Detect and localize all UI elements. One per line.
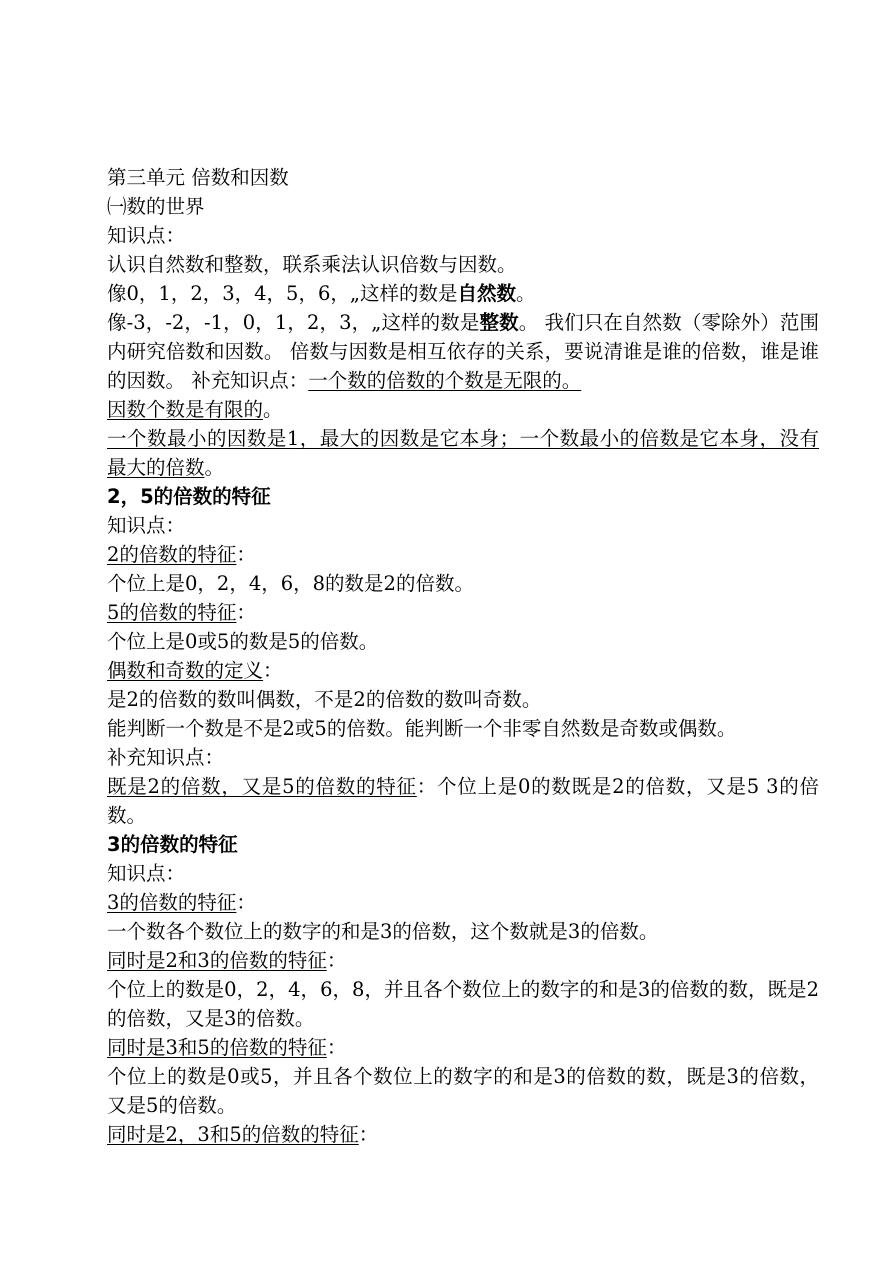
- heading-even-odd: [107, 656, 819, 685]
- unit-title: 第三单元 倍数和因数: [107, 166, 289, 189]
- integers-term: 整数: [479, 311, 519, 334]
- heading-multiple-of-2-and-5: 既是2的倍数，又是5的倍数的特征: [107, 775, 417, 798]
- paragraph-judge: 能判断一个数是不是2或5的倍数。能判断一个非零自然数是奇数或偶数。: [107, 717, 737, 740]
- heading-colon: ：: [326, 1036, 347, 1059]
- paragraph-intro: 认识自然数和整数，联系乘法认识倍数与因数。: [107, 253, 517, 276]
- rule-multiple-of-3-and-5: 个位上的数是0或5，并且各个数位上的数字的和是3的倍数的数，既是3的倍数，又是5的倍数。: [107, 1065, 819, 1117]
- paragraph-min-max: [107, 424, 819, 482]
- multiples-infinite-note: 一个数的倍数的个数是无限的。: [308, 369, 582, 392]
- natural-numbers-term: 自然数: [457, 282, 516, 305]
- heading-multiple-of-2: [107, 540, 819, 569]
- heading-colon: ：: [326, 949, 347, 972]
- natural-numbers-end: 。: [515, 282, 536, 305]
- heading-multiple-of-3-and-5: [107, 1033, 819, 1062]
- heading-multiple-of-3-text: 3的倍数的特征: [107, 891, 237, 914]
- heading-multiple-of-3: [107, 888, 819, 917]
- heading-multiple-of-2-and-3: [107, 946, 819, 975]
- document-body: [107, 163, 819, 1149]
- section-title-number-world: ㈠数的世界: [107, 195, 205, 218]
- paragraph-natural-numbers: [107, 279, 819, 308]
- rule-multiple-of-2-and-3: 个位上的数是0，2，4，6，8，并且各个数位上的数字的和是3的倍数的数，既是2的倍数，又是3的倍数。: [107, 978, 819, 1030]
- factors-finite-note: 因数个数是有限的: [107, 398, 264, 421]
- factors-finite-end: 。: [263, 398, 283, 421]
- supplement-label: 补充知识点：: [107, 746, 225, 769]
- heading-multiple-of-3-and-5-text: 同时是3和5的倍数的特征: [107, 1036, 327, 1059]
- knowledge-label: 知识点：: [107, 514, 186, 537]
- heading-colon: ：: [236, 891, 256, 914]
- heading-colon: ：: [236, 601, 256, 624]
- min-max-note: 一个数最小的因数是1，最大的因数是它本身；一个数最小的倍数是它本身，没有最大的倍数: [107, 427, 819, 479]
- min-max-end: 。: [204, 456, 225, 479]
- paragraph-integers: [107, 308, 819, 424]
- section-title-multiples-2-5: 2，5的倍数的特征: [107, 485, 271, 508]
- rule-even-odd: 是2的倍数的数叫偶数，不是2的倍数的数叫奇数。: [107, 688, 542, 711]
- heading-multiple-of-5: [107, 598, 819, 627]
- natural-numbers-text: 像0，1，2，3，4，5，6，„这样的数是: [107, 282, 458, 305]
- heading-colon: ：: [236, 543, 256, 566]
- heading-multiple-of-2-and-3-text: 同时是2和3的倍数的特征: [107, 949, 327, 972]
- section-title-multiples-3: 3的倍数的特征: [107, 833, 238, 856]
- heading-colon: ：: [263, 659, 283, 682]
- rule-multiple-of-2-and-5: ：个位上是0的数既是2的倍数，又是5 3的倍数。: [107, 775, 819, 827]
- integers-explanation: 。 我们只在自然数（零除外）范围内研究倍数和因数。 倍数与因数是相互依存的关系，要说清谁是谁的倍数，谁是谁的因数。 补充知识点：: [107, 311, 819, 392]
- knowledge-label: 知识点：: [107, 862, 186, 885]
- rule-multiple-of-2: 个位上是0，2，4，6，8的数是2的倍数。: [107, 572, 474, 595]
- heading-multiple-of-5-text: 5的倍数的特征: [107, 601, 237, 624]
- heading-colon: ：: [358, 1123, 379, 1146]
- integers-text: 像-3，-2，-1，0，1，2，3，„这样的数是: [107, 311, 480, 334]
- rule-multiple-of-3: 一个数各个数位上的数字的和是3的倍数，这个数就是3的倍数。: [107, 920, 659, 943]
- heading-multiple-of-2-3-5: [107, 1120, 819, 1149]
- heading-multiple-of-2-text: 2的倍数的特征: [107, 543, 237, 566]
- heading-even-odd-text: 偶数和奇数的定义: [107, 659, 264, 682]
- heading-multiple-of-2-3-5-text: 同时是2，3和5的倍数的特征: [107, 1123, 359, 1146]
- paragraph-multiple-of-2-and-5: [107, 772, 819, 830]
- rule-multiple-of-5: 个位上是0或5的数是5的倍数。: [107, 630, 379, 653]
- knowledge-label: 知识点：: [107, 224, 186, 247]
